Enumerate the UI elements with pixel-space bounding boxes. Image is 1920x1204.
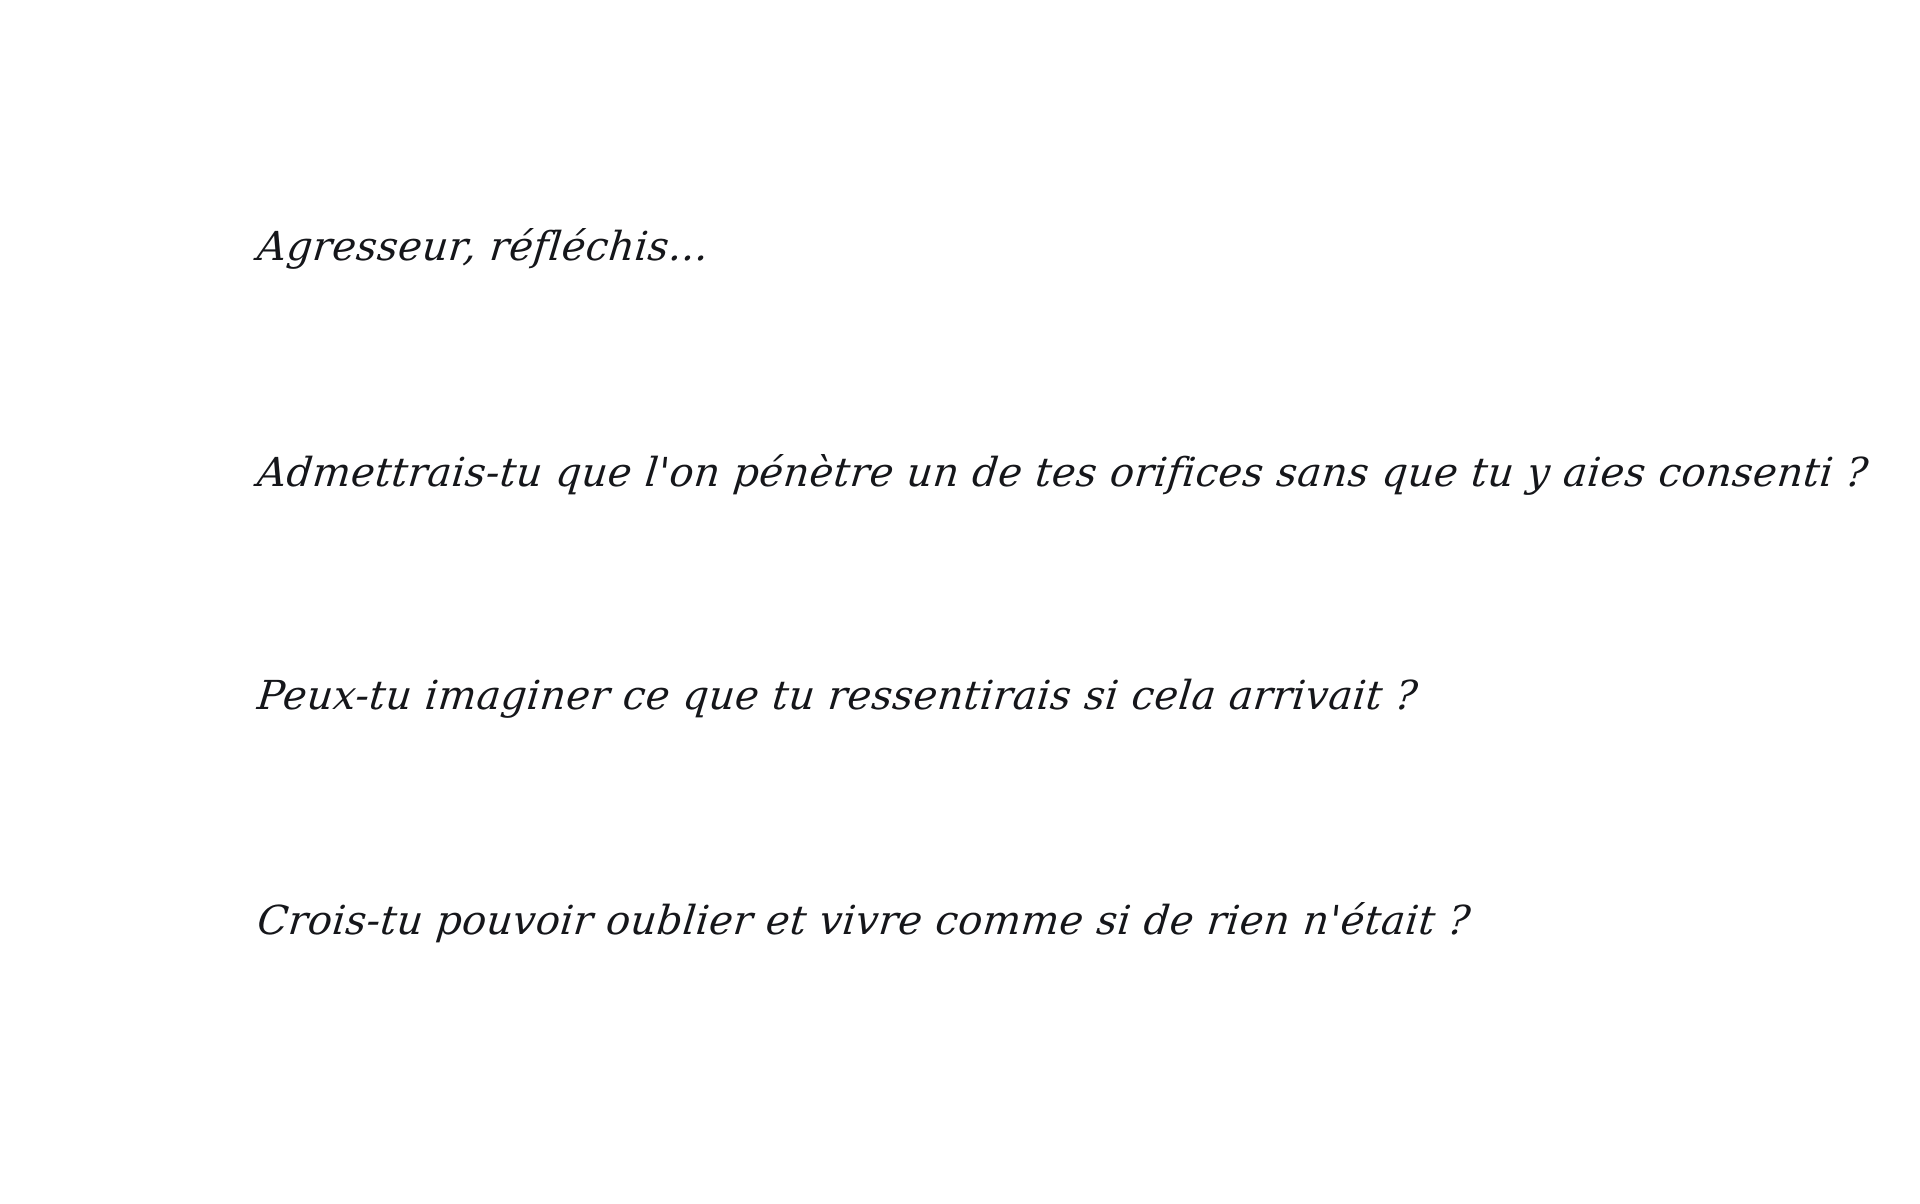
question-3-text: Crois-tu pouvoir oublier et vivre comme si de rien n'était ? (255, 898, 1473, 944)
heading-text: Agresseur, réfléchis... (255, 224, 711, 270)
question-line-1 (255, 448, 1871, 498)
question-line-2 (255, 671, 1815, 721)
question-1-text: Admettrais-tu que l'on pénètre un de tes orifices sans que tu y aies consenti ? (255, 450, 1871, 496)
question-line-3 (255, 896, 1815, 946)
heading-line (255, 222, 1815, 272)
question-2-text: Peux-tu imaginer ce que tu ressentirais si cela arrivait ? (255, 673, 1421, 719)
